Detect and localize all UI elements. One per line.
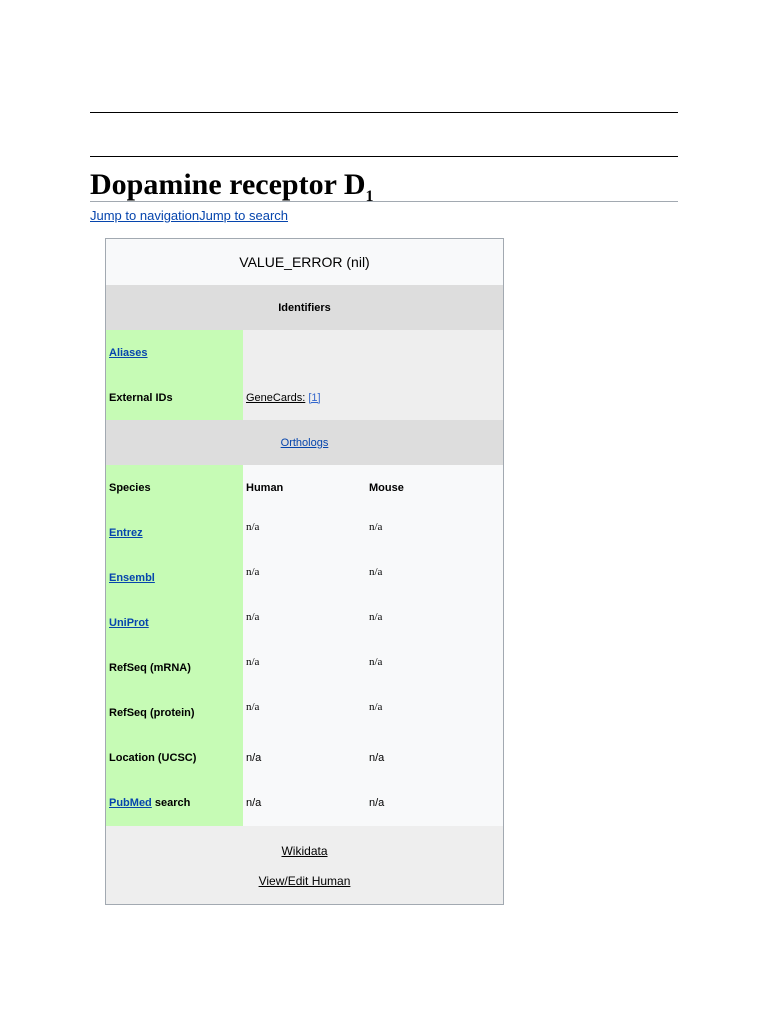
infobox-header-text: VALUE_ERROR (nil) <box>239 254 370 270</box>
location-human-value: n/a <box>246 751 262 764</box>
identifiers-title: Identifiers <box>278 301 331 314</box>
refseq-mrna-human-value: n/a <box>246 656 260 668</box>
external-ids-value <box>246 375 321 420</box>
ensembl-human-value: n/a <box>246 566 260 578</box>
pubmed-label-cell <box>106 780 243 826</box>
identifiers-section-header <box>106 285 503 330</box>
ensembl-label-cell <box>106 555 243 600</box>
ensembl-link[interactable]: Ensembl <box>109 571 155 584</box>
mouse-column-header: Mouse <box>369 481 404 494</box>
uniprot-label-cell <box>106 600 243 645</box>
location-mouse-value: n/a <box>369 751 385 764</box>
refseq-protein-label-text: RefSeq (protein) <box>109 706 195 719</box>
aliases-label-cell <box>106 330 243 375</box>
aliases-value-cell <box>243 330 503 375</box>
refseq-protein-label <box>106 690 243 735</box>
location-ucsc-label-text: Location (UCSC) <box>109 751 197 764</box>
refseq-mrna-mouse-value: n/a <box>369 656 383 668</box>
external-ids-label <box>106 375 243 420</box>
wikidata-link[interactable]: Wikidata <box>281 844 328 858</box>
page-title-subscript: 1 <box>365 188 374 205</box>
refseq-mrna-label-text: RefSeq (mRNA) <box>109 661 191 674</box>
top-divider <box>90 112 678 113</box>
gene-infobox <box>105 238 504 905</box>
pubmed-human-value: n/a <box>246 797 262 809</box>
species-label <box>106 465 243 510</box>
refseq-protein-human-value: n/a <box>246 701 260 713</box>
human-column-header: Human <box>246 481 284 494</box>
entrez-mouse-value: n/a <box>369 521 383 533</box>
uniprot-link[interactable]: UniProt <box>109 616 149 629</box>
species-label-text: Species <box>109 481 151 494</box>
refseq-protein-mouse-value: n/a <box>369 701 383 713</box>
aliases-link[interactable]: Aliases <box>109 346 148 359</box>
entrez-link[interactable]: Entrez <box>109 526 143 539</box>
page-title-text: Dopamine receptor D <box>90 168 366 201</box>
title-underline <box>90 201 678 202</box>
jump-to-navigation-link[interactable]: Jump to navigation <box>90 208 200 223</box>
second-divider <box>90 156 678 157</box>
entrez-label-cell <box>106 510 243 555</box>
genecards-link[interactable]: GeneCards: <box>246 391 306 404</box>
infobox-header <box>106 239 503 285</box>
pubmed-mouse-value: n/a <box>369 797 385 809</box>
location-ucsc-label <box>106 735 243 780</box>
orthologs-section-header <box>106 420 503 465</box>
pubmed-suffix: search <box>151 797 191 809</box>
entrez-human-value: n/a <box>246 521 260 533</box>
jump-links <box>90 208 288 223</box>
orthologs-link[interactable]: Orthologs <box>280 436 329 449</box>
refseq-mrna-label <box>106 645 243 690</box>
view-edit-human-link[interactable]: View/Edit Human <box>258 874 351 888</box>
uniprot-human-value: n/a <box>246 611 260 623</box>
external-ids-label-text: External IDs <box>109 391 173 404</box>
genecards-ref-link[interactable]: [1] <box>308 391 321 404</box>
infobox-footer <box>106 826 503 904</box>
uniprot-mouse-value: n/a <box>369 611 383 623</box>
ensembl-mouse-value: n/a <box>369 566 383 578</box>
pubmed-link[interactable]: PubMed <box>109 797 152 809</box>
jump-to-search-link[interactable]: Jump to search <box>199 208 288 223</box>
